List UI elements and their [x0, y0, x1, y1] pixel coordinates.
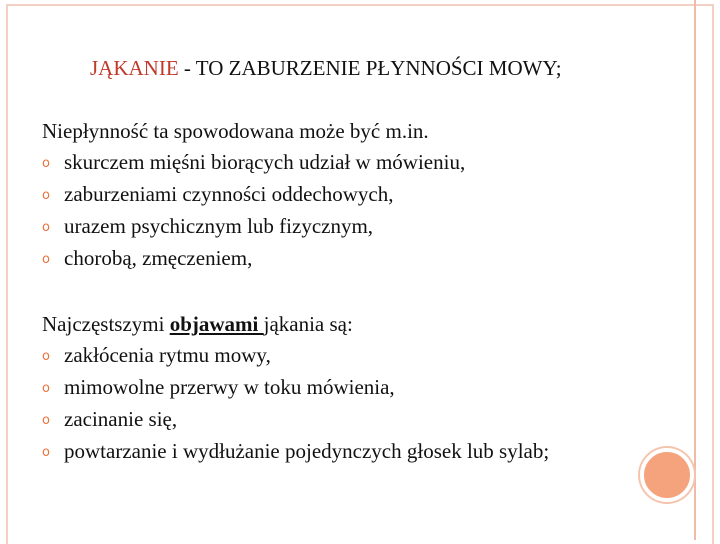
list-item: [42, 179, 465, 211]
bullet-icon: o: [42, 349, 50, 364]
bullet-icon: o: [42, 252, 50, 267]
causes-section: [42, 116, 465, 275]
slide-title: [90, 56, 562, 81]
causes-intro: Niepłynność ta spowodowana może być m.in.: [42, 119, 429, 143]
bullet-icon: o: [42, 220, 50, 235]
symptoms-intro-before: Najczęstszymi: [42, 312, 170, 336]
bullet-icon: o: [42, 156, 50, 171]
title-rest: - TO ZABURZENIE PŁYNNOŚCI MOWY;: [178, 56, 562, 80]
list-item-text: mimowolne przerwy w toku mówienia,: [64, 375, 395, 399]
decorative-circle: [640, 448, 694, 502]
bullet-icon: o: [42, 188, 50, 203]
bullet-icon: o: [42, 445, 50, 460]
list-item-text: zakłócenia rytmu mowy,: [64, 343, 271, 367]
bullet-icon: o: [42, 381, 50, 396]
list-item-text: urazem psychicznym lub fizycznym,: [64, 214, 374, 238]
list-item-text: chorobą, zmęczeniem,: [64, 246, 253, 270]
bullet-icon: o: [42, 413, 50, 428]
list-item: [42, 243, 465, 275]
decorative-line: [694, 0, 696, 540]
list-item: [42, 404, 549, 436]
list-item-text: zacinanie się,: [64, 407, 178, 431]
list-item-text: skurczem mięśni biorących udział w mówieniu,: [64, 150, 466, 174]
list-item: [42, 340, 549, 372]
list-item-text: zaburzeniami czynności oddechowych,: [64, 182, 394, 206]
title-accent: JĄKANIE: [90, 56, 179, 80]
symptoms-intro: [42, 309, 549, 340]
list-item: [42, 211, 465, 243]
symptoms-intro-after: jąkania są:: [263, 312, 353, 336]
symptoms-intro-underlined: objawami: [169, 312, 264, 336]
list-item: [42, 436, 549, 468]
list-item: [42, 372, 549, 404]
symptoms-section: [42, 309, 549, 468]
list-item-text: powtarzanie i wydłużanie pojedynczych głosek lub sylab;: [64, 439, 550, 463]
list-item: [42, 147, 465, 179]
